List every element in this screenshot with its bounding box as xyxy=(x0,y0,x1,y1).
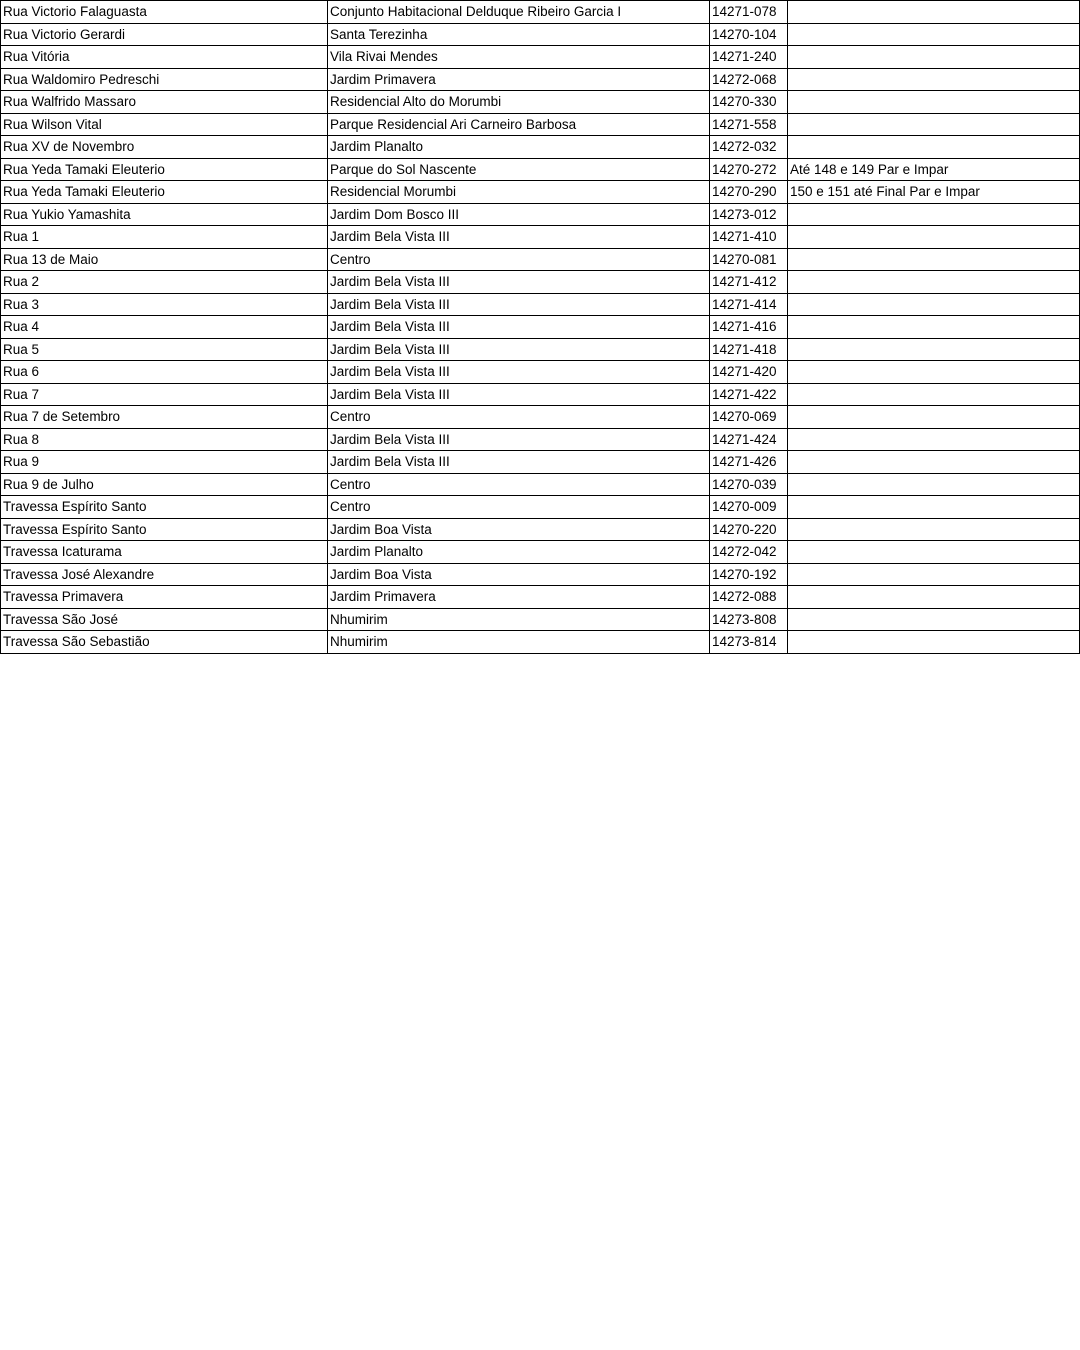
street-cell: Rua 1 xyxy=(1,226,328,249)
table-row xyxy=(1,428,1080,451)
table-row xyxy=(1,271,1080,294)
district-cell: Jardim Planalto xyxy=(328,136,710,159)
street-cell: Rua Yeda Tamaki Eleuterio xyxy=(1,158,328,181)
table-row xyxy=(1,181,1080,204)
district-cell: Jardim Bela Vista III xyxy=(328,293,710,316)
district-cell: Centro xyxy=(328,473,710,496)
table-row xyxy=(1,496,1080,519)
note-cell xyxy=(788,23,1080,46)
note-cell xyxy=(788,406,1080,429)
street-cell: Rua 13 de Maio xyxy=(1,248,328,271)
note-cell xyxy=(788,473,1080,496)
table-row xyxy=(1,1,1080,24)
district-cell: Residencial Morumbi xyxy=(328,181,710,204)
district-cell: Parque do Sol Nascente xyxy=(328,158,710,181)
cep-cell: 14272-068 xyxy=(710,68,788,91)
note-cell xyxy=(788,361,1080,384)
note-cell: 150 e 151 até Final Par e Impar xyxy=(788,181,1080,204)
table-row xyxy=(1,563,1080,586)
note-cell xyxy=(788,248,1080,271)
street-cell: Travessa São José xyxy=(1,608,328,631)
note-cell xyxy=(788,203,1080,226)
table-row xyxy=(1,293,1080,316)
table-row xyxy=(1,23,1080,46)
cep-cell: 14272-088 xyxy=(710,586,788,609)
cep-cell: 14271-422 xyxy=(710,383,788,406)
street-cell: Travessa São Sebastião xyxy=(1,631,328,654)
note-cell xyxy=(788,631,1080,654)
cep-cell: 14271-558 xyxy=(710,113,788,136)
table-row xyxy=(1,68,1080,91)
cep-cell: 14271-412 xyxy=(710,271,788,294)
district-cell: Conjunto Habitacional Delduque Ribeiro Garcia I xyxy=(328,1,710,24)
street-cell: Rua Walfrido Massaro xyxy=(1,91,328,114)
note-cell xyxy=(788,1,1080,24)
note-cell xyxy=(788,451,1080,474)
cep-cell: 14273-814 xyxy=(710,631,788,654)
table-row xyxy=(1,518,1080,541)
street-cell: Rua Yukio Yamashita xyxy=(1,203,328,226)
table-row xyxy=(1,383,1080,406)
cep-cell: 14271-078 xyxy=(710,1,788,24)
district-cell: Residencial Alto do Morumbi xyxy=(328,91,710,114)
district-cell: Jardim Planalto xyxy=(328,541,710,564)
district-cell: Jardim Primavera xyxy=(328,68,710,91)
street-cell: Rua 3 xyxy=(1,293,328,316)
note-cell xyxy=(788,428,1080,451)
cep-cell: 14271-416 xyxy=(710,316,788,339)
district-cell: Jardim Primavera xyxy=(328,586,710,609)
district-cell: Jardim Bela Vista III xyxy=(328,316,710,339)
district-cell: Jardim Bela Vista III xyxy=(328,361,710,384)
cep-cell: 14270-272 xyxy=(710,158,788,181)
cep-cell: 14271-420 xyxy=(710,361,788,384)
cep-cell: 14271-426 xyxy=(710,451,788,474)
table-row xyxy=(1,46,1080,69)
note-cell xyxy=(788,271,1080,294)
note-cell xyxy=(788,68,1080,91)
note-cell xyxy=(788,541,1080,564)
cep-cell: 14271-240 xyxy=(710,46,788,69)
street-cell: Rua 9 de Julho xyxy=(1,473,328,496)
cep-cell: 14273-808 xyxy=(710,608,788,631)
cep-cell: 14270-039 xyxy=(710,473,788,496)
table-row xyxy=(1,136,1080,159)
district-cell: Centro xyxy=(328,248,710,271)
cep-cell: 14270-081 xyxy=(710,248,788,271)
district-cell: Jardim Bela Vista III xyxy=(328,338,710,361)
district-cell: Santa Terezinha xyxy=(328,23,710,46)
note-cell: Até 148 e 149 Par e Impar xyxy=(788,158,1080,181)
street-cell: Rua 4 xyxy=(1,316,328,339)
table-row xyxy=(1,406,1080,429)
table-row xyxy=(1,158,1080,181)
table-row xyxy=(1,248,1080,271)
table-row xyxy=(1,203,1080,226)
street-cell: Rua Victorio Gerardi xyxy=(1,23,328,46)
address-table-body xyxy=(1,1,1080,654)
district-cell: Jardim Bela Vista III xyxy=(328,428,710,451)
street-cell: Travessa José Alexandre xyxy=(1,563,328,586)
table-row xyxy=(1,113,1080,136)
cep-cell: 14271-414 xyxy=(710,293,788,316)
note-cell xyxy=(788,518,1080,541)
table-row xyxy=(1,631,1080,654)
street-cell: Travessa Icaturama xyxy=(1,541,328,564)
cep-cell: 14270-009 xyxy=(710,496,788,519)
cep-cell: 14271-424 xyxy=(710,428,788,451)
cep-cell: 14271-410 xyxy=(710,226,788,249)
note-cell xyxy=(788,113,1080,136)
cep-cell: 14271-418 xyxy=(710,338,788,361)
table-row xyxy=(1,91,1080,114)
street-cell: Rua 5 xyxy=(1,338,328,361)
table-row xyxy=(1,226,1080,249)
district-cell: Jardim Boa Vista xyxy=(328,518,710,541)
note-cell xyxy=(788,338,1080,361)
street-cell: Rua 2 xyxy=(1,271,328,294)
note-cell xyxy=(788,383,1080,406)
table-row xyxy=(1,316,1080,339)
street-cell: Rua Wilson Vital xyxy=(1,113,328,136)
cep-cell: 14273-012 xyxy=(710,203,788,226)
note-cell xyxy=(788,586,1080,609)
note-cell xyxy=(788,91,1080,114)
street-cell: Rua Vitória xyxy=(1,46,328,69)
note-cell xyxy=(788,608,1080,631)
district-cell: Jardim Bela Vista III xyxy=(328,383,710,406)
cep-cell: 14270-220 xyxy=(710,518,788,541)
district-cell: Parque Residencial Ari Carneiro Barbosa xyxy=(328,113,710,136)
cep-cell: 14272-042 xyxy=(710,541,788,564)
note-cell xyxy=(788,316,1080,339)
note-cell xyxy=(788,226,1080,249)
street-cell: Travessa Espírito Santo xyxy=(1,496,328,519)
cep-cell: 14270-290 xyxy=(710,181,788,204)
note-cell xyxy=(788,563,1080,586)
street-cell: Rua 9 xyxy=(1,451,328,474)
street-cell: Rua XV de Novembro xyxy=(1,136,328,159)
district-cell: Nhumirim xyxy=(328,608,710,631)
table-row xyxy=(1,586,1080,609)
street-cell: Rua Yeda Tamaki Eleuterio xyxy=(1,181,328,204)
district-cell: Nhumirim xyxy=(328,631,710,654)
note-cell xyxy=(788,136,1080,159)
table-row xyxy=(1,473,1080,496)
table-row xyxy=(1,361,1080,384)
note-cell xyxy=(788,293,1080,316)
street-cell: Rua 8 xyxy=(1,428,328,451)
street-cell: Rua Waldomiro Pedreschi xyxy=(1,68,328,91)
cep-cell: 14270-069 xyxy=(710,406,788,429)
district-cell: Centro xyxy=(328,496,710,519)
district-cell: Centro xyxy=(328,406,710,429)
street-cell: Rua 6 xyxy=(1,361,328,384)
street-cell: Rua 7 xyxy=(1,383,328,406)
note-cell xyxy=(788,496,1080,519)
street-cell: Rua 7 de Setembro xyxy=(1,406,328,429)
note-cell xyxy=(788,46,1080,69)
district-cell: Vila Rivai Mendes xyxy=(328,46,710,69)
cep-cell: 14270-330 xyxy=(710,91,788,114)
cep-cell: 14270-192 xyxy=(710,563,788,586)
district-cell: Jardim Bela Vista III xyxy=(328,226,710,249)
table-row xyxy=(1,338,1080,361)
district-cell: Jardim Boa Vista xyxy=(328,563,710,586)
cep-cell: 14272-032 xyxy=(710,136,788,159)
district-cell: Jardim Dom Bosco III xyxy=(328,203,710,226)
table-row xyxy=(1,608,1080,631)
street-cell: Travessa Espírito Santo xyxy=(1,518,328,541)
street-cell: Travessa Primavera xyxy=(1,586,328,609)
address-table xyxy=(0,0,1080,654)
district-cell: Jardim Bela Vista III xyxy=(328,451,710,474)
street-cell: Rua Victorio Falaguasta xyxy=(1,1,328,24)
table-row xyxy=(1,451,1080,474)
district-cell: Jardim Bela Vista III xyxy=(328,271,710,294)
table-row xyxy=(1,541,1080,564)
cep-cell: 14270-104 xyxy=(710,23,788,46)
